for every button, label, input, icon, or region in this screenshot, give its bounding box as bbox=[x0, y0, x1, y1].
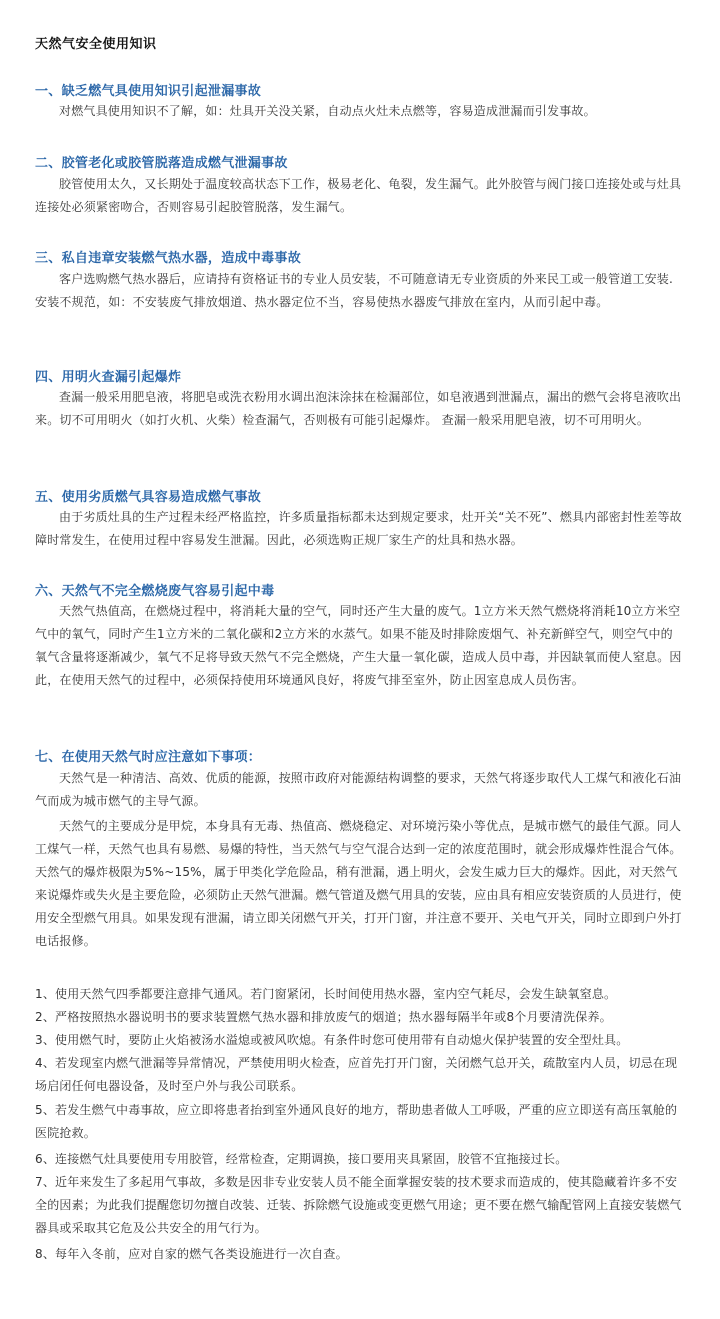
section-heading: 一、缺乏燃气具使用知识引起泄漏事故 bbox=[35, 84, 262, 99]
section-heading: 四、用明火查漏引起爆炸 bbox=[35, 370, 182, 385]
tip-item: 4、若发现室内燃气泄漏等异常情况，严禁使用明火检查，应首先打开门窗，关闭燃气总开关，疏散室内人员，切忌在现场启闭任何电器设备，及时至户外与我公司联系。 bbox=[35, 1056, 678, 1093]
section-paragraph: 天然气是一种清洁、高效、优质的能源，按照市政府对能源结构调整的要求，天然气将逐步取代人工煤气和液化石油气而成为城市燃气的主导气源。 bbox=[35, 771, 682, 808]
section-heading: 六、天然气不完全燃烧废气容易引起中毒 bbox=[35, 584, 275, 599]
section-paragraph: 客户选购燃气热水器后，应请持有资格证书的专业人员安装，不可随意请无专业资质的外来民工或一般管道工安装. 安装不规范，如：不安装废气排放烟道、热水器定位不当，容易使热水器废气排放在室内，从而引起中毒。 bbox=[35, 272, 674, 309]
tip-item: 8、每年入冬前，应对自家的燃气各类设施进行一次自查。 bbox=[35, 1247, 348, 1261]
section-paragraph: 胶管使用太久，又长期处于温度较高状态下工作，极易老化、龟裂，发生漏气。此外胶管与阀门接口连接处或与灶具连接处必须紧密吻合，否则容易引起胶管脱落，发生漏气。 bbox=[35, 177, 682, 214]
section-paragraph: 天然气的主要成分是甲烷，本身具有无毒、热值高、燃烧稳定、对环境污染小等优点，是城市燃气的最佳气源。同人工煤气一样，天然气也具有易燃、易爆的特性，当天然气与空气混合达到一定的浓度范围时，就会形成爆炸性混合气体。天然气的爆炸极限为5%~15%，属于甲类化学危险品，稍有泄漏，遇上明火，会发生威力巨大的爆炸。因此，对天然气来说爆炸或失火是主要危险，必须防止天然气泄漏。燃气管道及燃气用具的安装，应由具有相应安装资质的人员进行，使用安全型燃气用具。如果发现有泄漏，请立即关闭燃气开关，打开门窗，并注意不要开、关电气开关，同时立即到户外打电话报修。 bbox=[35, 819, 682, 948]
tip-item: 3、使用燃气时，要防止火焰被汤水溢熄或被风吹熄。有条件时您可使用带有自动熄火保护装置的安全型灶具。 bbox=[35, 1033, 629, 1047]
tip-item: 2、严格按照热水器说明书的要求装置燃气热水器和排放废气的烟道；热水器每隔半年或8个月要清洗保养。 bbox=[35, 1010, 612, 1024]
tip-item: 6、连接燃气灶具要使用专用胶管，经常检查，定期调换，接口要用夹具紧固，胶管不宜拖接过长。 bbox=[35, 1152, 568, 1166]
tip-item: 7、近年来发生了多起用气事故，多数是因非专业安装人员不能全面掌握安装的技术要求而造成的，使其隐藏着许多不安全的因素；为此我们提醒您切勿擅自改装、迁装、拆除燃气设施或变更燃气用途；更不要在燃气输配管网上直接安装燃气器具或采取其它危及公共安全的用气行为。 bbox=[35, 1175, 682, 1235]
section-paragraph: 对燃气具使用知识不了解，如：灶具开关没关紧，自动点火灶未点燃等，容易造成泄漏而引发事故。 bbox=[59, 104, 596, 118]
section-paragraph: 查漏一般采用肥皂液，将肥皂或洗衣粉用水调出泡沫涂抹在检漏部位，如皂液遇到泄漏点，漏出的燃气会将皂液吹出来。切不可用明火（如打火机、火柴）检查漏气，否则极有可能引起爆炸。 查漏一般采用肥皂液，切不可用明火。 bbox=[35, 390, 682, 427]
tip-item: 1、使用天然气四季都要注意排气通风。若门窗紧闭，长时间使用热水器，室内空气耗尽，会发生缺氧窒息。 bbox=[35, 987, 617, 1001]
section-heading: 五、使用劣质燃气具容易造成燃气事故 bbox=[35, 490, 262, 505]
section-heading: 三、私自违章安装燃气热水器，造成中毒事故 bbox=[35, 251, 302, 266]
section-paragraph: 由于劣质灶具的生产过程未经严格监控，许多质量指标都未达到规定要求，灶开关“关不死”、燃具内部密封性差等故障时常发生，在使用过程中容易发生泄漏。因此，必须选购正规厂家生产的灶具和热水器。 bbox=[35, 510, 682, 547]
section-heading: 二、胶管老化或胶管脱落造成燃气泄漏事故 bbox=[35, 156, 288, 171]
page-title: 天然气安全使用知识 bbox=[35, 37, 157, 52]
section-heading: 七、在使用天然气时应注意如下事项： bbox=[35, 750, 262, 765]
section-paragraph: 天然气热值高，在燃烧过程中，将消耗大量的空气，同时还产生大量的废气。1立方米天然气燃烧将消耗10立方米空气中的氧气，同时产生1立方米的二氧化碳和2立方米的水蒸气。如果不能及时排除废烟气、补充新鲜空气，则空气中的氧气含量将逐渐减少，氧气不足将导致天然气不完全燃烧，产生大量一氧化碳，造成人员中毒，并因缺氧而使人窒息。因此，在使用天然气的过程中，必须保持使用环境通风良好，将废气排至室外，防止因室息成人员伤害。 bbox=[35, 604, 682, 687]
tip-item: 5、若发生燃气中毒事故，应立即将患者抬到室外通风良好的地方，帮助患者做人工呼吸，严重的应立即送有高压氧舱的医院抢救。 bbox=[35, 1103, 678, 1140]
